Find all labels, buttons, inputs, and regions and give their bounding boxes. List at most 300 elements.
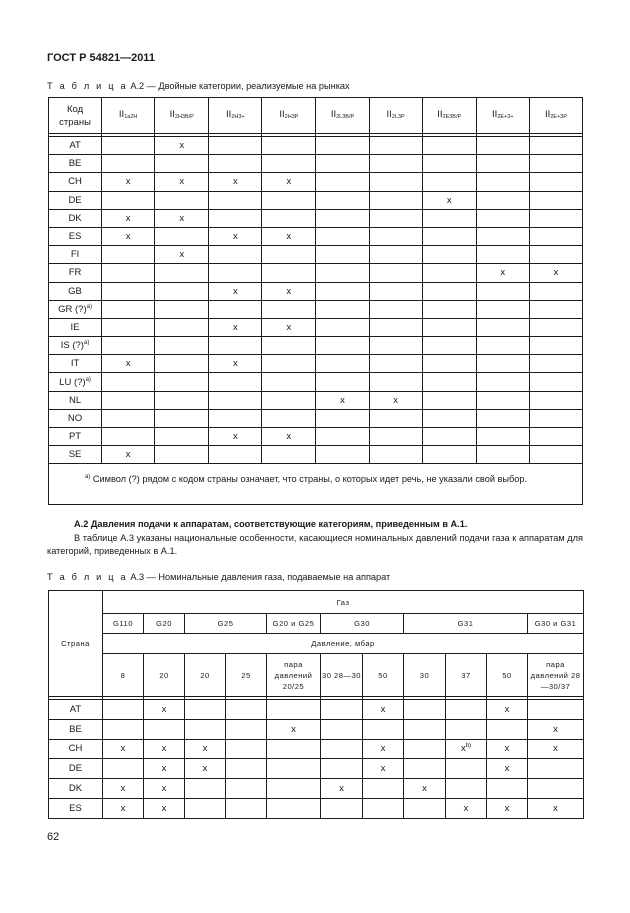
category-cell [476, 191, 529, 209]
pressure-cell [404, 719, 446, 739]
country-code-cell [49, 300, 102, 318]
col-header-main: II [169, 108, 175, 120]
category-cell [155, 428, 209, 446]
pressure-header: 8 [103, 654, 144, 697]
pressure-header: пара давлений 28—30/37 [528, 654, 584, 697]
pressure-mark: x [202, 763, 208, 775]
pressure-cell [103, 700, 144, 720]
category-cell [262, 446, 316, 464]
category-cell [316, 428, 369, 446]
category-cell [209, 337, 262, 355]
table-row [49, 173, 583, 191]
pressure-cell [446, 798, 487, 818]
category-cell [102, 373, 155, 391]
gas-g25: G25 [185, 614, 267, 634]
category-cell: x [155, 137, 209, 155]
category-cell [209, 409, 262, 427]
category-cell [102, 246, 155, 264]
category-cell [316, 337, 369, 355]
category-cell [155, 337, 209, 355]
country-code: IE [70, 321, 80, 333]
pressure-cell [267, 779, 321, 799]
table-row [49, 391, 583, 409]
category-cell: x [209, 428, 262, 446]
pressure-cell [363, 798, 404, 818]
table-row [49, 155, 583, 173]
country-code-cell [49, 227, 102, 245]
pressure-header: пара давлений 20/25 [267, 654, 321, 697]
category-cell [422, 409, 476, 427]
table-row [49, 300, 583, 318]
category-cell [316, 409, 369, 427]
category-cell [102, 409, 155, 427]
pressure-cell [487, 779, 528, 799]
pressure-cell [404, 739, 446, 759]
pressure-cell [446, 779, 487, 799]
category-cell [422, 173, 476, 191]
col-header-main: II [226, 108, 232, 120]
category-cell [316, 264, 369, 282]
category-cell [316, 373, 369, 391]
category-cell [155, 446, 209, 464]
col-header-main: II [544, 108, 551, 120]
pressure-mark: x [161, 802, 167, 814]
table-row [49, 409, 583, 427]
category-cell: x [262, 227, 316, 245]
category-cell [369, 446, 422, 464]
category-cell [529, 373, 582, 391]
country-code-cell [49, 137, 102, 155]
pressure-cell [267, 719, 321, 739]
category-cell [422, 227, 476, 245]
pressure-cell [226, 700, 267, 720]
table-a2-col-header [155, 98, 209, 134]
col-header-sub: 1a2H [124, 113, 138, 120]
col-header-sub: 2E+3P [550, 113, 567, 120]
pressure-mark: x [161, 703, 167, 715]
category-cell [529, 246, 582, 264]
col-header-main: II [437, 108, 443, 120]
table-row [49, 246, 583, 264]
pressure-header: 30 28—30 [321, 654, 363, 697]
pressure-cell [363, 700, 404, 720]
country-code: AT [69, 140, 81, 152]
country-code: GB [68, 285, 82, 297]
pressure-cell [363, 739, 404, 759]
category-cell [102, 137, 155, 155]
category-cell: x [316, 391, 369, 409]
pressure-cell [226, 719, 267, 739]
table-a2-col-header [422, 98, 476, 134]
country-code: DE [49, 759, 103, 779]
category-cell [209, 137, 262, 155]
country-code-cell [49, 355, 102, 373]
col-header-sub: 2H3P [284, 113, 299, 120]
category-cell [262, 209, 316, 227]
category-cell [369, 282, 422, 300]
pressure-mark: x [553, 723, 558, 735]
pressure-header: 20 [144, 654, 185, 697]
pressure-cell [446, 739, 487, 759]
country-code: PT [68, 431, 82, 443]
pressure-cell [144, 759, 185, 779]
footnote-ref: a) [86, 303, 92, 310]
pressure-cell [404, 759, 446, 779]
pressure-mark: x [380, 763, 386, 775]
table-a3-country-header: Страна [49, 591, 103, 697]
category-cell [529, 173, 582, 191]
category-cell [316, 227, 369, 245]
category-cell [102, 264, 155, 282]
category-cell [102, 428, 155, 446]
pressure-cell [528, 798, 584, 818]
pressure-cell [321, 779, 363, 799]
pressure-cell [185, 798, 226, 818]
category-cell: x [262, 282, 316, 300]
country-code: ES [68, 231, 82, 243]
category-cell [155, 191, 209, 209]
category-cell [369, 209, 422, 227]
table-a2-caption [47, 81, 350, 91]
category-cell: x [209, 318, 262, 336]
category-cell [262, 264, 316, 282]
page-number: 62 [47, 831, 60, 843]
table-row [49, 137, 583, 155]
pressure-mark: x [202, 743, 208, 755]
category-cell: x [529, 264, 582, 282]
table-row [49, 264, 583, 282]
country-code-cell [49, 264, 102, 282]
pressure-cell [363, 779, 404, 799]
category-cell [529, 337, 582, 355]
table-a2-col-header [262, 98, 316, 134]
table-a2-footnote-text: Символ (?) рядом с кодом страны означает, что страны, о которых идет речь, не указали свой выбор. [90, 474, 528, 485]
pressure-mark: x [460, 743, 466, 755]
pressure-cell [144, 798, 185, 818]
country-code: NL [68, 394, 82, 406]
category-cell [155, 318, 209, 336]
table-a2 [48, 97, 583, 505]
pressure-mark: x [504, 743, 510, 755]
table-a3-pressures-row [49, 654, 584, 697]
country-code-cell [49, 428, 102, 446]
category-cell [209, 246, 262, 264]
country-code: GR (?) [58, 303, 87, 315]
category-cell [209, 300, 262, 318]
table-a3-body [49, 700, 584, 819]
category-cell [262, 337, 316, 355]
category-cell [476, 173, 529, 191]
category-cell [369, 355, 422, 373]
category-cell [369, 137, 422, 155]
table-a2-caption-text: А.2 — Двойные категории, реализуемые на рынках [127, 81, 350, 91]
pressure-cell [144, 700, 185, 720]
category-cell [262, 355, 316, 373]
col-header-sub: 2E+3+ [497, 113, 514, 120]
category-cell: x [209, 227, 262, 245]
table-a2-footnote [49, 464, 583, 505]
country-code-cell [49, 191, 102, 209]
category-cell [529, 391, 582, 409]
country-code: FR [68, 267, 82, 279]
category-cell [529, 137, 582, 155]
table-a2-col-header [369, 98, 422, 134]
table-row [49, 355, 583, 373]
pressure-mark: x [161, 763, 167, 775]
category-cell: x [262, 173, 316, 191]
category-cell [369, 191, 422, 209]
category-cell [102, 300, 155, 318]
pressure-cell [487, 739, 528, 759]
category-cell [476, 246, 529, 264]
category-cell [316, 355, 369, 373]
category-cell [209, 155, 262, 173]
category-cell [316, 282, 369, 300]
category-cell [476, 428, 529, 446]
footnote-ref: b) [465, 743, 472, 750]
category-cell [476, 282, 529, 300]
category-cell [155, 155, 209, 173]
category-cell: x [102, 355, 155, 373]
category-cell [316, 209, 369, 227]
country-code: ES [49, 798, 103, 818]
category-cell [422, 246, 476, 264]
category-cell [422, 373, 476, 391]
col-header-sub: 2H3B/P [174, 113, 194, 120]
pressure-header: 50 [487, 654, 528, 697]
category-cell [422, 209, 476, 227]
pressure-cell [528, 700, 584, 720]
pressure-mark: x [422, 783, 427, 795]
col-header-sub: 2H3+ [231, 113, 245, 120]
pressure-cell [103, 798, 144, 818]
category-cell [102, 318, 155, 336]
category-cell [369, 264, 422, 282]
pressure-header: 37 [446, 654, 487, 697]
category-cell [102, 337, 155, 355]
section-a2-paragraph: В таблице А.3 указаны национальные особенности, касающиеся номинальных давлений подачи газа к аппаратам для категорий, приведенных в А.1. [47, 532, 583, 556]
category-cell [422, 337, 476, 355]
country-code: NO [67, 412, 83, 424]
category-cell [422, 300, 476, 318]
category-cell [369, 373, 422, 391]
table-row [49, 282, 583, 300]
category-cell [262, 246, 316, 264]
pressure-cell [144, 739, 185, 759]
pressure-cell [103, 739, 144, 759]
pressure-cell [267, 700, 321, 720]
pressure-cell [404, 779, 446, 799]
category-cell [209, 446, 262, 464]
category-cell: x [102, 446, 155, 464]
category-cell: x [262, 428, 316, 446]
pressure-cell [404, 798, 446, 818]
pressure-mark: x [291, 723, 296, 735]
category-cell [262, 137, 316, 155]
pressure-cell [226, 779, 267, 799]
pressure-cell [528, 739, 584, 759]
category-cell: x [155, 209, 209, 227]
country-code-cell [49, 409, 102, 427]
pressure-header: 20 [185, 654, 226, 697]
pressure-mark: x [463, 802, 469, 814]
category-cell [155, 373, 209, 391]
table-row [49, 191, 583, 209]
pressure-cell [363, 719, 404, 739]
category-cell [369, 318, 422, 336]
pressure-cell [103, 719, 144, 739]
country-code-cell [49, 373, 102, 391]
pressure-cell [185, 700, 226, 720]
table-a3 [48, 590, 584, 819]
table-row [49, 779, 584, 799]
pressure-header: 50 [363, 654, 404, 697]
category-cell [262, 409, 316, 427]
pressure-cell [487, 700, 528, 720]
pressure-cell [487, 798, 528, 818]
table-row [49, 227, 583, 245]
category-cell [102, 155, 155, 173]
category-cell: x [476, 264, 529, 282]
category-cell [476, 337, 529, 355]
category-cell [369, 227, 422, 245]
pressure-cell [321, 798, 363, 818]
category-cell [155, 227, 209, 245]
category-cell [262, 373, 316, 391]
pressure-header: 25 [226, 654, 267, 697]
category-cell [422, 155, 476, 173]
table-a2-col-header [529, 98, 582, 134]
category-cell [369, 409, 422, 427]
category-cell: x [209, 355, 262, 373]
pressure-mark: x [504, 763, 510, 775]
category-cell [316, 137, 369, 155]
pressure-cell [226, 798, 267, 818]
category-cell [529, 209, 582, 227]
category-cell [529, 318, 582, 336]
gas-g30: G30 [321, 614, 404, 634]
table-a2-header-row [49, 98, 583, 134]
pressure-cell [185, 739, 226, 759]
category-cell [155, 391, 209, 409]
category-cell [102, 191, 155, 209]
gas-g20-g25: G20 и G25 [267, 614, 321, 634]
category-cell [155, 300, 209, 318]
table-a2-col-header [209, 98, 262, 134]
col-header-main: II [279, 108, 285, 120]
category-cell [369, 428, 422, 446]
table-a2-country-header: Код страны [49, 98, 102, 134]
country-code: LU (?) [59, 376, 86, 388]
category-cell [529, 227, 582, 245]
pressure-cell [226, 759, 267, 779]
category-cell: x [102, 209, 155, 227]
pressure-cell [528, 719, 584, 739]
table-row [49, 798, 584, 818]
category-cell [529, 191, 582, 209]
pressure-mark: x [120, 743, 126, 755]
country-code-cell [49, 391, 102, 409]
pressure-cell [487, 759, 528, 779]
category-cell [476, 318, 529, 336]
pressure-cell [446, 759, 487, 779]
table-row [49, 739, 584, 759]
pressure-cell [267, 798, 321, 818]
pressure-mark: x [339, 783, 344, 795]
pressure-mark: x [553, 743, 558, 755]
pressure-cell [321, 719, 363, 739]
category-cell: x [262, 318, 316, 336]
category-cell [155, 355, 209, 373]
country-code: AT [49, 700, 103, 720]
country-code-cell [49, 173, 102, 191]
pressure-cell [404, 700, 446, 720]
category-cell [155, 264, 209, 282]
category-cell [476, 373, 529, 391]
category-cell [422, 391, 476, 409]
category-cell [369, 300, 422, 318]
category-cell [476, 446, 529, 464]
category-cell [422, 137, 476, 155]
table-a2-body [49, 137, 583, 464]
country-code-cell [49, 337, 102, 355]
category-cell [102, 391, 155, 409]
category-cell: x [102, 227, 155, 245]
pressure-cell [321, 759, 363, 779]
category-cell [209, 191, 262, 209]
country-code-cell [49, 155, 102, 173]
table-a3-pressure-label-row [49, 634, 584, 654]
pressure-cell [226, 739, 267, 759]
category-cell [529, 409, 582, 427]
category-cell: x [369, 391, 422, 409]
category-cell [316, 191, 369, 209]
pressure-mark: x [504, 703, 510, 715]
table-row [49, 446, 583, 464]
category-cell [476, 227, 529, 245]
category-cell [262, 191, 316, 209]
category-cell [476, 355, 529, 373]
category-cell [155, 409, 209, 427]
country-code: CH [49, 739, 103, 759]
pressure-mark: x [120, 802, 126, 814]
pressure-cell [321, 739, 363, 759]
category-cell [476, 300, 529, 318]
country-code: DK [49, 779, 103, 799]
category-cell [209, 264, 262, 282]
category-cell [262, 155, 316, 173]
table-row [49, 719, 584, 739]
pressure-cell [446, 719, 487, 739]
country-code: BE [49, 719, 103, 739]
pressure-cell [185, 719, 226, 739]
table-a2-col-header [476, 98, 529, 134]
category-cell [209, 209, 262, 227]
category-cell [369, 173, 422, 191]
country-code: BE [68, 158, 82, 170]
table-row [49, 700, 584, 720]
pressure-cell [144, 779, 185, 799]
category-cell [529, 355, 582, 373]
table-a2-footnote-row [49, 464, 583, 505]
pressure-mark: x [380, 743, 386, 755]
table-a3-gas-label: Газ [103, 591, 584, 614]
category-cell [476, 409, 529, 427]
category-cell: x [102, 173, 155, 191]
category-cell [529, 300, 582, 318]
category-cell [316, 155, 369, 173]
category-cell [102, 282, 155, 300]
